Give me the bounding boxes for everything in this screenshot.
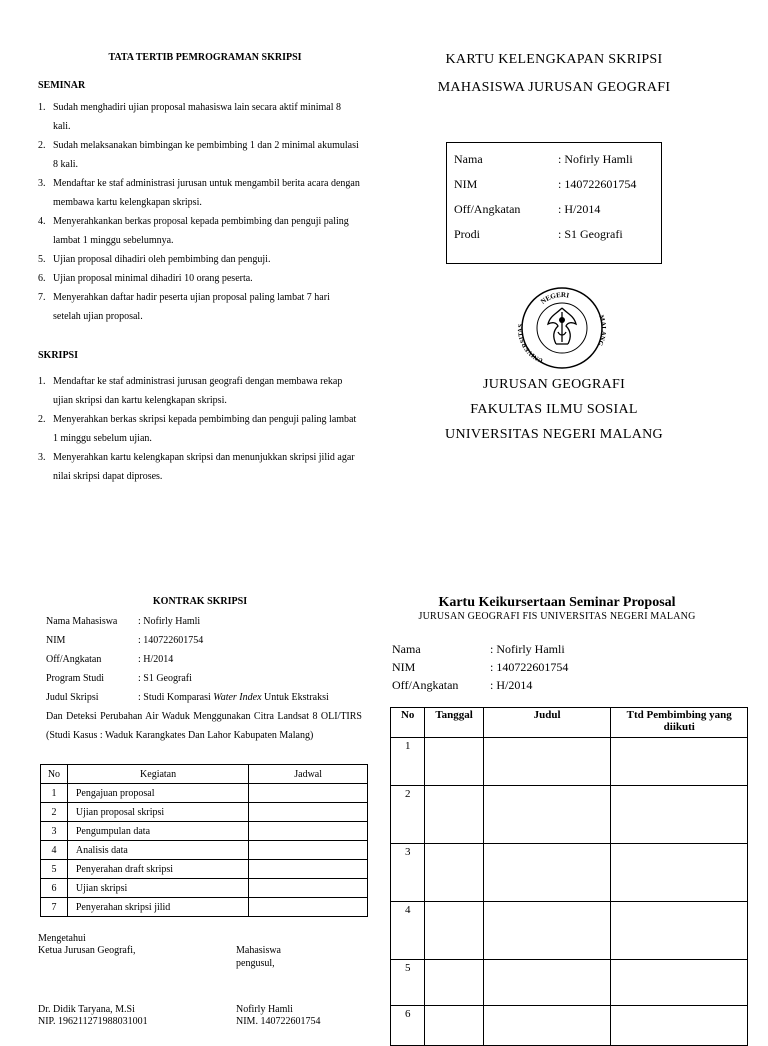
seminar-rule-item [38, 250, 360, 269]
kontrak-cell-no: 3 [41, 822, 68, 841]
rule-number: 2. [38, 414, 46, 425]
kontrak-table-row [41, 784, 368, 803]
rule-text: Menyerahkan daftar hadir peserta ujian proposal paling lambat 7 hari setelah ujian proposal. [53, 292, 330, 322]
seminar-field-row [392, 658, 712, 676]
seminar-field-label: Off/Angkatan [392, 678, 459, 692]
seminar-cell-tanggal[interactable] [425, 960, 483, 1006]
seminar-cell-tanggal[interactable] [425, 844, 483, 902]
identity-box [446, 142, 662, 264]
ketua-nip: NIP. 196211271988031001 [38, 1016, 148, 1027]
kontrak-cell-jadwal[interactable] [249, 803, 368, 822]
identity-field-value: : H/2014 [558, 202, 601, 216]
ketua-name: Dr. Didik Taryana, M.Si [38, 1004, 135, 1015]
seminar-field-label: Nama [392, 642, 421, 656]
fakultas-name: FAKULTAS ILMU SOSIAL [470, 402, 638, 417]
seminar-cell-judul[interactable] [483, 1006, 611, 1046]
kontrak-field-label: Nama Mahasiswa [46, 616, 118, 627]
kontrak-cell-jadwal[interactable] [249, 822, 368, 841]
header-no: No [41, 765, 68, 784]
kontrak-field-value: : Nofirly Hamli [138, 616, 201, 627]
seminar-cell-judul[interactable] [483, 844, 611, 902]
rule-text: Menyerahkan kartu kelengkapan skripsi dan menunjukkan skripsi jilid agar nilai skripsi dapat diproses. [53, 452, 355, 482]
seminar-cell-judul[interactable] [483, 786, 611, 844]
kontrak-cell-kegiatan: Pengajuan proposal [67, 784, 248, 803]
seminar-cell-tanggal[interactable] [425, 786, 483, 844]
kontrak-table-row [41, 803, 368, 822]
seminar-card-title: Kartu Keikursertaan Seminar Proposal [438, 595, 676, 610]
kontrak-schedule-table [40, 764, 368, 917]
kontrak-title: KONTRAK SKRIPSI [152, 596, 248, 607]
kontrak-cell-jadwal[interactable] [249, 860, 368, 879]
seminar-cell-ttd[interactable] [611, 902, 748, 960]
identity-field-value: : S1 Geografi [558, 227, 623, 241]
judul-label: Judul Skripsi [46, 692, 99, 703]
mengetahui-label: Mengetahui [38, 933, 86, 944]
rule-number: 4. [38, 216, 46, 227]
seminar-rule-item [38, 212, 360, 250]
seminar-cell-no: 6 [391, 1006, 425, 1046]
kontrak-cell-kegiatan: Pengumpulan data [67, 822, 248, 841]
seminar-header-no: No [391, 708, 425, 738]
seminar-header-judul: Judul [483, 708, 611, 738]
judul-continuation: Dan Deteksi Perubahan Air Waduk Menggunakan Citra Landsat 8 OLI/TIRS (Studi Kasus : Waduk Karangkates Dan Lahor Kabupaten Malang) [46, 711, 362, 741]
kontrak-table-header [41, 765, 368, 784]
skripsi-rule-item [38, 410, 360, 448]
skripsi-rule-item [38, 448, 360, 486]
seminar-field-value: : 140722601754 [490, 660, 569, 674]
identity-field-value: : 140722601754 [558, 177, 637, 191]
seminar-table-row [391, 1006, 748, 1046]
kontrak-cell-no: 7 [41, 898, 68, 917]
seal-text-right: MALANG [596, 314, 607, 347]
rule-number: 2. [38, 140, 46, 151]
kontrak-cell-kegiatan: Ujian skripsi [67, 879, 248, 898]
kontrak-field-row [46, 669, 362, 688]
rule-text: Sudah menghadiri ujian proposal mahasiswa lain secara aktif minimal 8 kali. [53, 102, 341, 132]
kontrak-table-row [41, 879, 368, 898]
seal-text-top: NEGERI [539, 290, 570, 306]
kontrak-cell-no: 1 [41, 784, 68, 803]
seminar-cell-judul[interactable] [483, 738, 611, 786]
seminar-attendance-table [390, 707, 748, 1046]
seminar-cell-tanggal[interactable] [425, 1006, 483, 1046]
seminar-table-row [391, 902, 748, 960]
rule-text: Ujian proposal dihadiri oleh pembimbing dan penguji. [53, 254, 271, 265]
universitas-name: UNIVERSITAS NEGERI MALANG [445, 427, 663, 442]
seminar-cell-ttd[interactable] [611, 960, 748, 1006]
kontrak-fields [46, 612, 362, 688]
seminar-rule-item [38, 174, 360, 212]
jurusan-name: JURUSAN GEOGRAFI [482, 377, 626, 392]
seminar-cell-judul[interactable] [483, 902, 611, 960]
kontrak-cell-no: 6 [41, 879, 68, 898]
rule-number: 5. [38, 254, 46, 265]
kontrak-table-row [41, 860, 368, 879]
judul-line1: : Studi Komparasi Water Index Untuk Ekstraksi [138, 692, 329, 703]
identity-fields [447, 143, 661, 247]
seminar-cell-no: 4 [391, 902, 425, 960]
seminar-cell-no: 3 [391, 844, 425, 902]
seminar-cell-no: 2 [391, 786, 425, 844]
kontrak-table-row [41, 841, 368, 860]
kontrak-table-row [41, 898, 368, 917]
kontrak-table-row [41, 822, 368, 841]
kontrak-field-label: NIM [46, 635, 66, 646]
university-seal [516, 286, 608, 370]
seminar-table-row [391, 738, 748, 786]
seminar-field-row [392, 640, 712, 658]
seminar-card-subtitle: JURUSAN GEOGRAFI FIS UNIVERSITAS NEGERI MALANG [418, 611, 696, 622]
seminar-rules-list [38, 98, 360, 326]
kontrak-cell-kegiatan: Ujian proposal skripsi [67, 803, 248, 822]
rule-number: 1. [38, 102, 46, 113]
mahasiswa-name: Nofirly Hamli [236, 1004, 293, 1015]
kontrak-field-value: : H/2014 [138, 654, 174, 665]
identity-field-row [454, 222, 661, 247]
pengusul-label: pengusul, [236, 958, 275, 969]
kontrak-cell-jadwal[interactable] [249, 841, 368, 860]
seminar-header-tanggal: Tanggal [425, 708, 483, 738]
seminar-cell-ttd[interactable] [611, 738, 748, 786]
seminar-cell-ttd[interactable] [611, 1006, 748, 1046]
seminar-header-ttd: Ttd Pembimbing yang diikuti [611, 708, 748, 738]
seminar-table-row [391, 844, 748, 902]
signature-block [38, 933, 358, 1027]
seminar-table-header [391, 708, 748, 738]
kartu-title-2: MAHASISWA JURUSAN GEOGRAFI [437, 80, 671, 95]
kontrak-field-value: : S1 Geografi [138, 673, 192, 684]
seminar-cell-tanggal[interactable] [425, 902, 483, 960]
kontrak-field-value: : 140722601754 [138, 635, 204, 646]
rule-text: Sudah melaksanakan bimbingan ke pembimbing 1 dan 2 minimal akumulasi 8 kali. [53, 140, 359, 170]
identity-field-label: Off/Angkatan [454, 202, 521, 216]
rule-text: Ujian proposal minimal dihadiri 10 orang peserta. [53, 273, 253, 284]
seminar-cell-no: 1 [391, 738, 425, 786]
rule-number: 3. [38, 178, 46, 189]
rule-number: 6. [38, 273, 46, 284]
seminar-table-row [391, 786, 748, 844]
tata-tertib-title: TATA TERTIB PEMROGRAMAN SKRIPSI [108, 52, 302, 63]
identity-field-label: Prodi [454, 227, 481, 241]
tata-tertib-section [38, 52, 360, 486]
seminar-rule-item [38, 136, 360, 174]
seminar-field-value: : Nofirly Hamli [490, 642, 565, 656]
seminar-cell-no: 5 [391, 960, 425, 1006]
rule-text: Menyerahkankan berkas proposal kepada pembimbing dan penguji paling lambat 1 minggu sebelumnya. [53, 216, 349, 246]
rule-number: 7. [38, 292, 46, 303]
rule-text: Mendaftar ke staf administrasi jurusan untuk mengambil berita acara dengan membawa kartu kelengkapan skripsi. [53, 178, 360, 208]
seminar-cell-ttd[interactable] [611, 844, 748, 902]
seminar-rule-item [38, 269, 360, 288]
rule-number: 3. [38, 452, 46, 463]
kontrak-cell-jadwal[interactable] [249, 898, 368, 917]
identity-field-label: NIM [454, 177, 478, 191]
kontrak-field-row [46, 650, 362, 669]
mahasiswa-nim: NIM. 140722601754 [236, 1016, 321, 1027]
kontrak-cell-jadwal[interactable] [249, 879, 368, 898]
kontrak-cell-no: 5 [41, 860, 68, 879]
kontrak-field-label: Program Studi [46, 673, 105, 684]
identity-field-row [454, 147, 661, 172]
ketua-label: Ketua Jurusan Geografi, [38, 945, 136, 956]
judul-skripsi [46, 688, 362, 745]
identity-field-label: Nama [454, 152, 483, 166]
seminar-rule-item [38, 98, 360, 136]
kontrak-cell-kegiatan: Analisis data [67, 841, 248, 860]
seminar-field-row [392, 676, 712, 694]
kontrak-cell-kegiatan: Penyerahan draft skripsi [67, 860, 248, 879]
skripsi-rule-item [38, 372, 360, 410]
rule-text: Menyerahkan berkas skripsi kepada pembimbing dan penguji paling lambat 1 minggu sebelum ujian. [53, 414, 357, 444]
identity-field-row [454, 197, 661, 222]
kontrak-field-row [46, 612, 362, 631]
rule-text: Mendaftar ke staf administrasi jurusan geografi dengan membawa rekap ujian skripsi dan kartu kelengkapan skripsi. [53, 376, 343, 406]
identity-field-value: : Nofirly Hamli [558, 152, 633, 166]
seminar-rule-item [38, 288, 360, 326]
seminar-cell-judul[interactable] [483, 960, 611, 1006]
seal-text-left: UNIVERSITAS [517, 323, 545, 364]
seminar-table-row [391, 960, 748, 1006]
skripsi-heading: SKRIPSI [38, 350, 79, 361]
seminar-field-value: : H/2014 [490, 678, 533, 692]
kontrak-field-row [46, 631, 362, 650]
kontrak-field-label: Off/Angkatan [46, 654, 102, 665]
seminar-cell-ttd[interactable] [611, 786, 748, 844]
seminar-card-fields [392, 640, 712, 694]
identity-field-row [454, 172, 661, 197]
kontrak-cell-jadwal[interactable] [249, 784, 368, 803]
rule-number: 1. [38, 376, 46, 387]
seminar-field-label: NIM [392, 660, 416, 674]
kontrak-cell-no: 4 [41, 841, 68, 860]
seminar-heading: SEMINAR [38, 80, 86, 91]
header-kegiatan: Kegiatan [67, 765, 248, 784]
header-jadwal: Jadwal [249, 765, 368, 784]
kartu-title-1: KARTU KELENGKAPAN SKRIPSI [445, 52, 663, 67]
skripsi-rules-list [38, 372, 360, 486]
kontrak-cell-no: 2 [41, 803, 68, 822]
mahasiswa-label: Mahasiswa [236, 945, 281, 956]
seminar-cell-tanggal[interactable] [425, 738, 483, 786]
kontrak-cell-kegiatan: Penyerahan skripsi jilid [67, 898, 248, 917]
